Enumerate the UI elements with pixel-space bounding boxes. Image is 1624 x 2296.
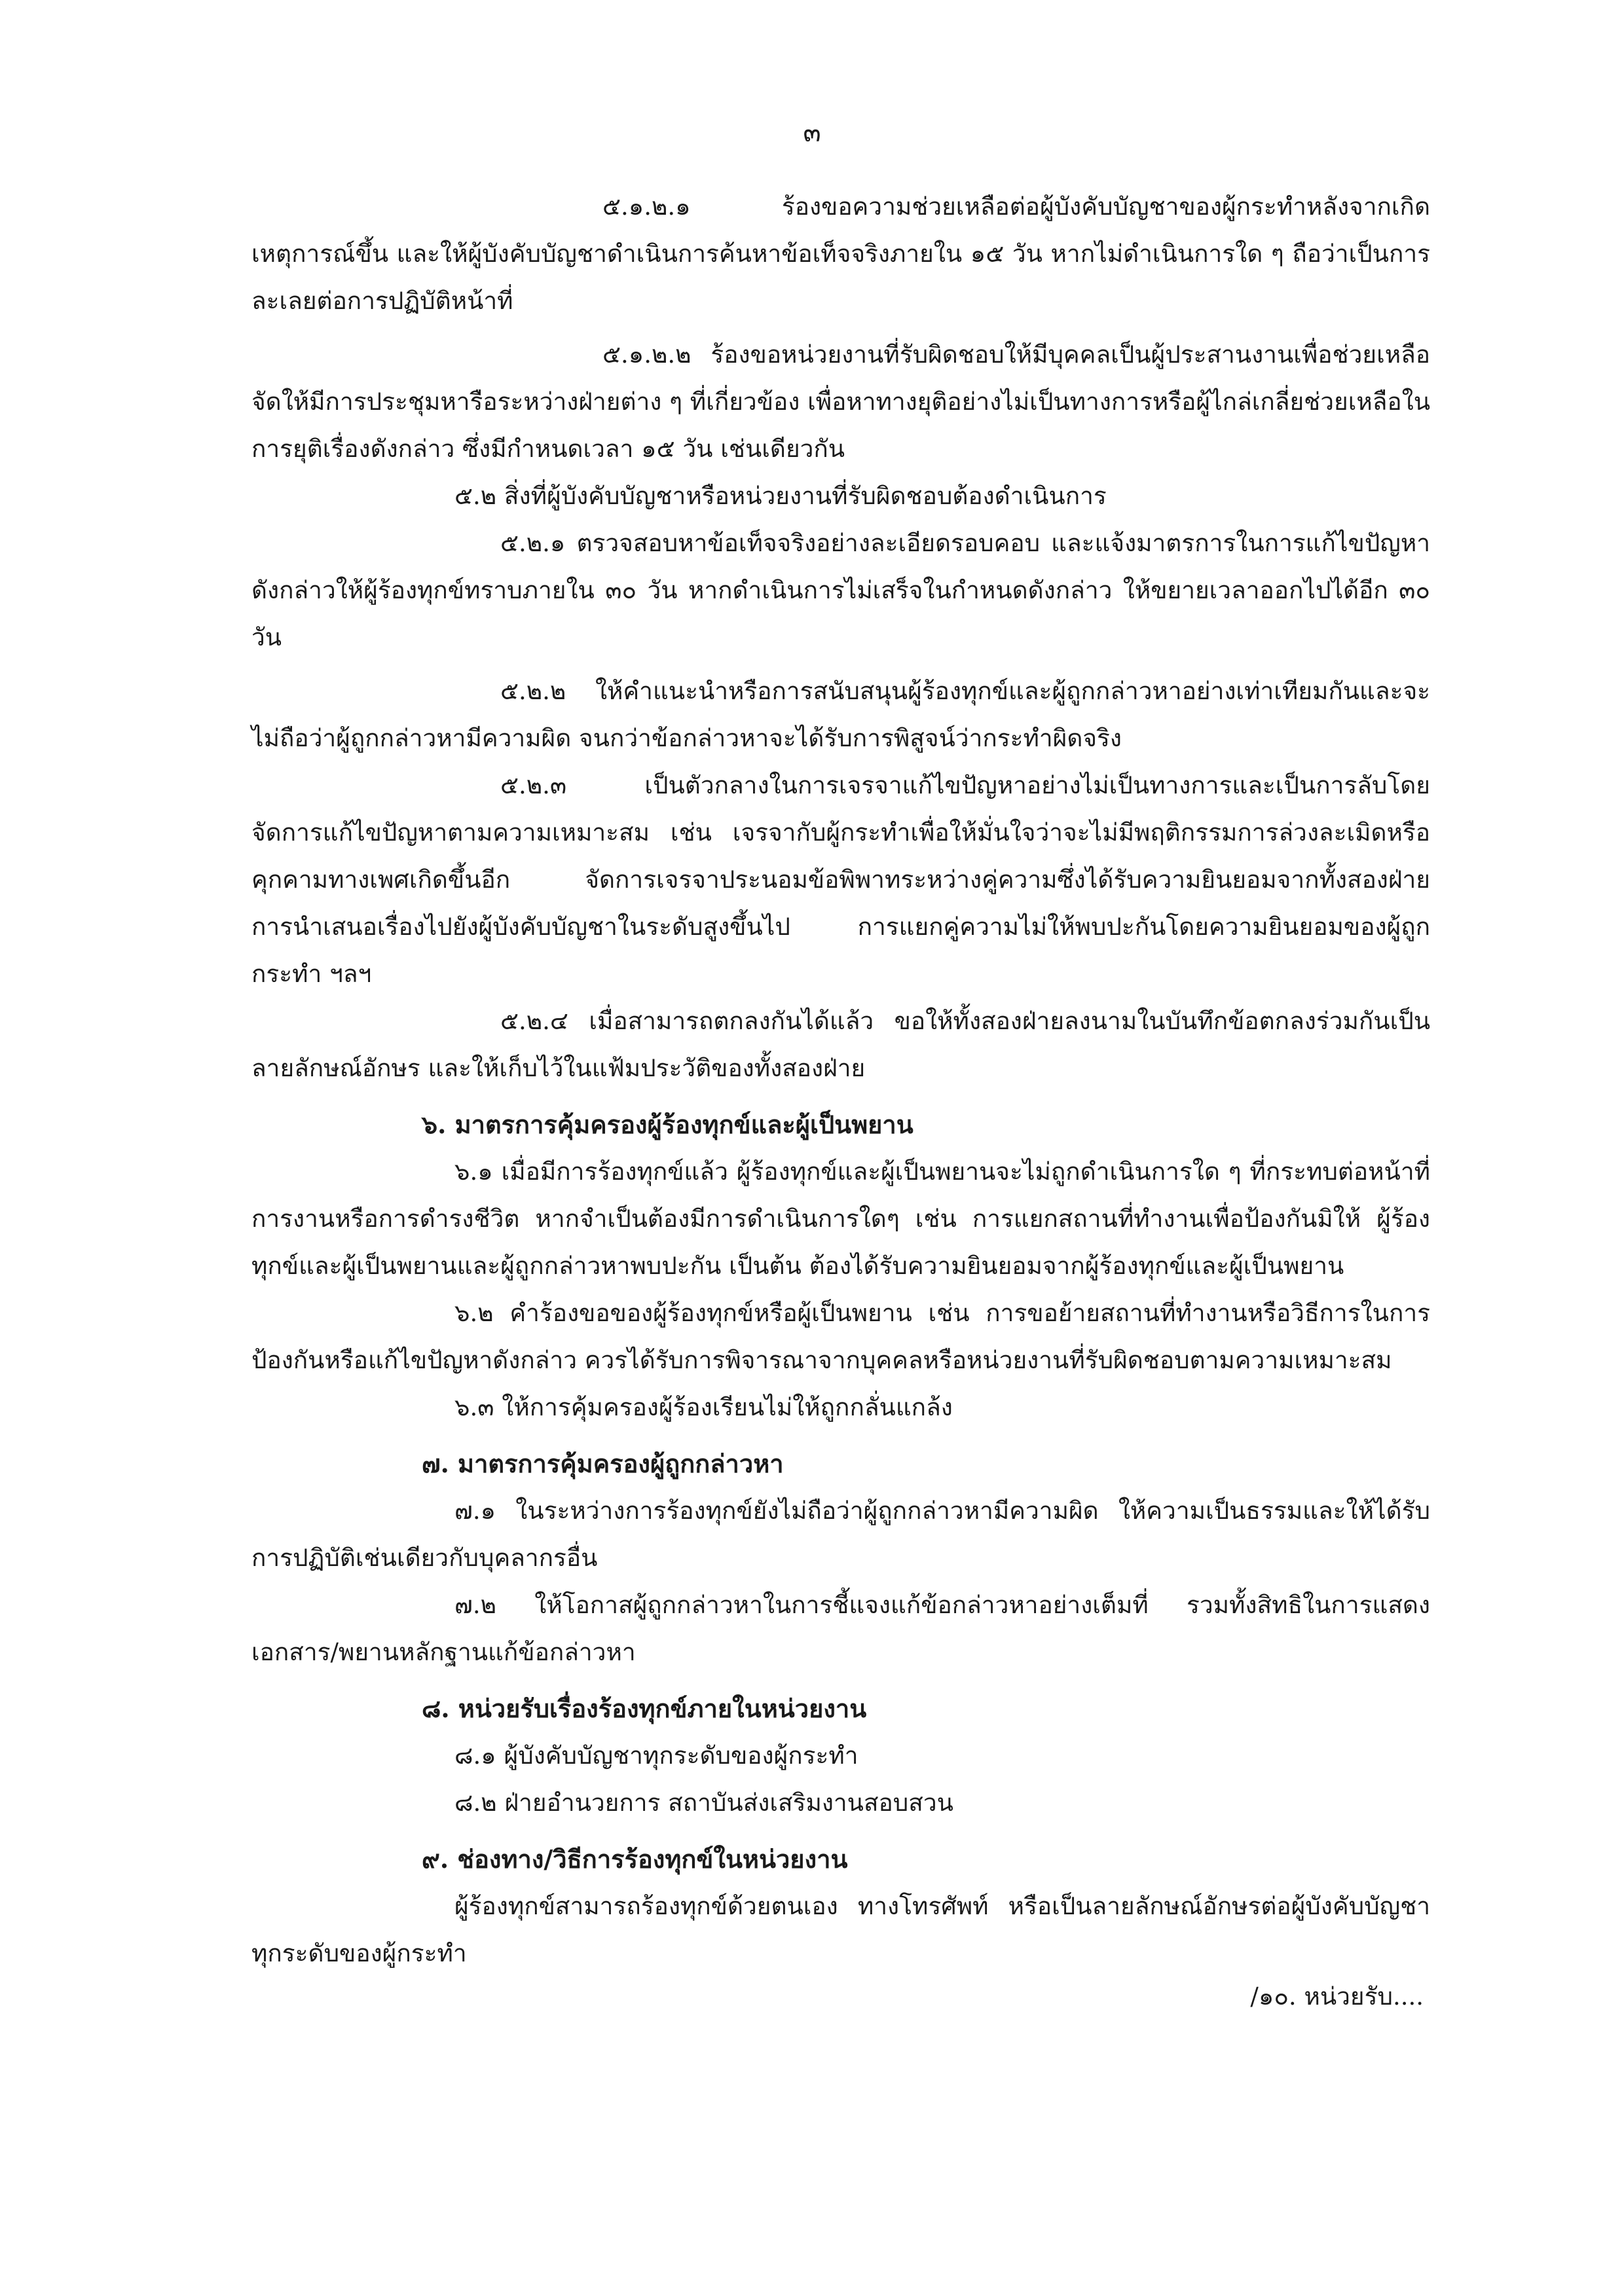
paragraph-6-3: ๖.๓ ให้การคุ้มครองผู้ร้องเรียนไม่ให้ถูกกลั่นแกล้ง (454, 1393, 953, 1421)
paragraph-7-1: ๗.๑ ในระหว่างการร้องทุกข์ยังไม่ถือว่าผู้ถูกกล่าวหามีความผิด ให้ความเป็นธรรมและให้ได้รับการปฏิบัติเช่นเดียวกับบุคลากรอื่น (251, 1497, 1430, 1572)
paragraph-6-2: ๖.๒ คำร้องขอของผู้ร้องทุกข์หรือผู้เป็นพยาน เช่น การขอย้ายสถานที่ทำงานหรือวิธีการในการป้องกันหรือแก้ไขปัญหาดังกล่าว ควรได้รับการพิจารณาจากบุคคลหรือหน่วยงานที่รับผิดชอบตามความเหมาะสม (251, 1299, 1430, 1374)
document-body (251, 183, 1430, 2045)
heading-section-6: ๖. มาตรการคุ้มครองผู้ร้องทุกข์และผู้เป็นพยาน (422, 1110, 913, 1139)
page-number: ๓ (803, 118, 821, 148)
paragraph-5-2-3: ๕.๒.๓ เป็นตัวกลางในการเจรจาแก้ไขปัญหาอย่างไม่เป็นทางการและเป็นการลับโดยจัดการแก้ไขปัญหาตามความเหมาะสม เช่น เจรจากับผู้กระทำเพื่อให้มั่นใจว่าจะไม่มีพฤติกรรมการล่วงละเมิดหรือคุกคามทางเพศเกิดขึ้นอีก จัดการเจรจาประนอมข้อพิพาทระหว่างคู่ความซึ่งได้รับความยินยอมจากทั้งสองฝ่าย การนำเสนอเรื่องไปยังผู้บังคับบัญชาในระดับสูงขึ้นไป การแยกคู่ความไม่ให้พบปะกันโดยความยินยอมของผู้ถูกกระทำ ฯลฯ (251, 771, 1430, 988)
paragraph-8-2: ๘.๒ ฝ่ายอำนวยการ สถาบันส่งเสริมงานสอบสวน (454, 1789, 953, 1817)
paragraph-9: ผู้ร้องทุกข์สามารถร้องทุกข์ด้วยตนเอง ทางโทรศัพท์ หรือเป็นลายลักษณ์อักษรต่อผู้บังคับบัญชาทุกระดับของผู้กระทำ (251, 1892, 1430, 1967)
paragraph-5-2-1: ๕.๒.๑ ตรวจสอบหาข้อเท็จจริงอย่างละเอียดรอบคอบ และแจ้งมาตรการในการแก้ไขปัญหาดังกล่าวให้ผู้ร้องทุกข์ทราบภายใน ๓๐ วัน หากดำเนินการไม่เสร็จในกำหนดดังกล่าว ให้ขยายเวลาออกไปได้อีก ๓๐ วัน (251, 529, 1430, 651)
paragraph-5-2: ๕.๒ สิ่งที่ผู้บังคับบัญชาหรือหน่วยงานที่รับผิดชอบต้องดำเนินการ (454, 482, 1107, 510)
heading-section-9: ๙. ช่องทาง/วิธีการร้องทุกข์ในหน่วยงาน (422, 1844, 848, 1874)
paragraph-5-1-2-2: ๕.๑.๒.๒ ร้องขอหน่วยงานที่รับผิดชอบให้มีบุคคลเป็นผู้ประสานงานเพื่อช่วยเหลือจัดให้มีการประชุมหารือระหว่างฝ่ายต่าง ๆ ที่เกี่ยวข้อง เพื่อหาทางยุติอย่างไม่เป็นทางการหรือผู้ไกล่เกลี่ยช่วยเหลือในการยุติเรื่องดังกล่าว ซึ่งมีกำหนดเวลา ๑๕ วัน เช่นเดียวกัน (251, 340, 1430, 463)
paragraph-6-1: ๖.๑ เมื่อมีการร้องทุกข์แล้ว ผู้ร้องทุกข์และผู้เป็นพยานจะไม่ถูกดำเนินการใด ๆ ที่กระทบต่อหน้าที่การงานหรือการดำรงชีวิต หากจำเป็นต้องมีการดำเนินการใดๆ เช่น การแยกสถานที่ทำงานเพื่อป้องกันมิให้ ผู้ร้องทุกข์และผู้เป็นพยานและผู้ถูกกล่าวหาพบปะกัน เป็นต้น ต้องได้รับความยินยอมจากผู้ร้องทุกข์และผู้เป็นพยาน (251, 1157, 1430, 1280)
heading-section-7: ๗. มาตรการคุ้มครองผู้ถูกกล่าวหา (422, 1449, 784, 1478)
paragraph-8-1: ๘.๑ ผู้บังคับบัญชาทุกระดับของผู้กระทำ (454, 1741, 858, 1770)
heading-section-8: ๘. หน่วยรับเรื่องร้องทุกข์ภายในหน่วยงาน (422, 1694, 867, 1723)
next-page-reference: /๑๐. หน่วยรับ.... (1250, 1982, 1424, 2011)
paragraph-5-1-2-1: ๕.๑.๒.๑ ร้องขอความช่วยเหลือต่อผู้บังคับบัญชาของผู้กระทำหลังจากเกิดเหตุการณ์ขึ้น และให้ผู้บังคับบัญชาดำเนินการค้นหาข้อเท็จจริงภายใน ๑๕ วัน หากไม่ดำเนินการใด ๆ ถือว่าเป็นการละเลยต่อการปฏิบัติหน้าที่ (251, 192, 1430, 315)
paragraph-5-2-4: ๕.๒.๔ เมื่อสามารถตกลงกันได้แล้ว ขอให้ทั้งสองฝ่ายลงนามในบันทึกข้อตกลงร่วมกันเป็นลายลักษณ์อักษร และให้เก็บไว้ในแฟ้มประวัติของทั้งสองฝ่าย (251, 1007, 1430, 1082)
paragraph-5-2-2: ๕.๒.๒ ให้คำแนะนำหรือการสนับสนุนผู้ร้องทุกข์และผู้ถูกกล่าวหาอย่างเท่าเทียมกันและจะไม่ถือว่าผู้ถูกกล่าวหามีความผิด จนกว่าข้อกล่าวหาจะได้รับการพิสูจน์ว่ากระทำผิดจริง (251, 677, 1430, 752)
paragraph-7-2: ๗.๒ ให้โอกาสผู้ถูกกล่าวหาในการชี้แจงแก้ข้อกล่าวหาอย่างเต็มที่ รวมทั้งสิทธิในการแสดงเอกสาร/พยานหลักฐานแก้ข้อกล่าวหา (251, 1591, 1430, 1666)
